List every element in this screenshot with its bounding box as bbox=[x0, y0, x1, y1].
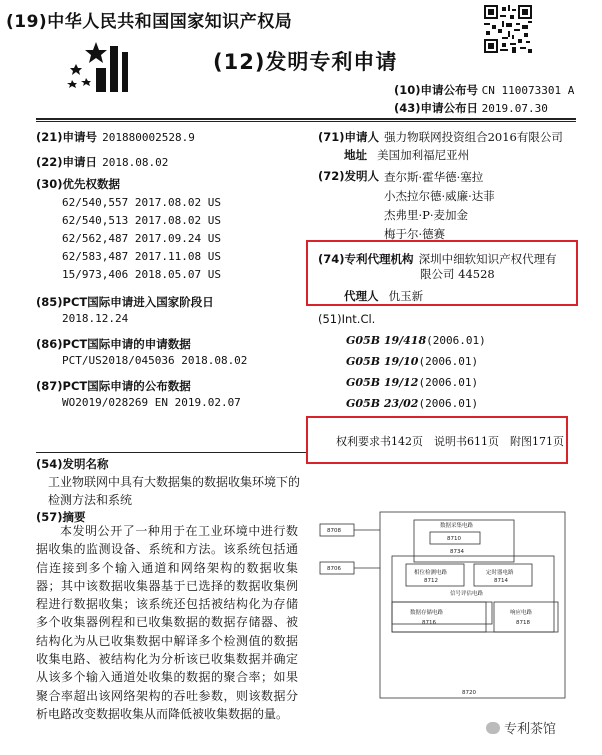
publication-date: (43)申请公布日 2019.07.30 bbox=[394, 101, 548, 115]
application-number: (21)申请号 201880002528.9 bbox=[36, 130, 195, 144]
watermark: 专利茶馆 bbox=[486, 718, 556, 737]
ref-collect: 8734 bbox=[450, 549, 464, 555]
priority-item: 62/540,557 2017.08.02 US bbox=[62, 196, 221, 209]
outer-box bbox=[380, 512, 565, 698]
inventor-name: 梅于尔·德赛 bbox=[384, 227, 446, 241]
storage-box bbox=[392, 602, 486, 632]
cnipa-logo-icon bbox=[66, 38, 132, 96]
intcl-item: G05B 19/12(2006.01) bbox=[346, 376, 479, 389]
ref-a: 8708 bbox=[327, 528, 341, 534]
priority-item: 15/973,406 2018.05.07 US bbox=[62, 268, 221, 281]
header-divider-thin bbox=[36, 121, 576, 122]
patent-agent: 代理人 仇玉新 bbox=[344, 289, 424, 303]
intcl-heading: (51)Int.Cl. bbox=[318, 312, 376, 326]
priority-heading: (30)优先权数据 bbox=[36, 177, 121, 191]
collect-label: 数据采集电路 bbox=[440, 523, 474, 529]
application-date: (22)申请日 2018.08.02 bbox=[36, 155, 169, 169]
priority-item: 62/583,487 2017.11.08 US bbox=[62, 250, 221, 263]
ref-timer: 8714 bbox=[494, 578, 508, 584]
priority-list bbox=[62, 194, 221, 284]
header-divider-thick bbox=[36, 118, 576, 120]
patent-agency-cont: 限公司 44528 bbox=[420, 267, 495, 281]
pct-entry-heading: (85)PCT国际申请进入国家阶段日 bbox=[36, 295, 214, 309]
response-label: 响应电路 bbox=[510, 610, 533, 616]
inventor-heading: (72)发明人 bbox=[318, 169, 380, 183]
page-counts: 权利要求书142页 说明书611页 附图171页 bbox=[336, 435, 564, 448]
inventor-name: 杰弗里·P·麦加金 bbox=[384, 208, 469, 222]
abstract-drawing bbox=[310, 504, 578, 704]
pct-app-heading: (86)PCT国际申请的申请数据 bbox=[36, 337, 191, 351]
ref-response: 8718 bbox=[516, 620, 530, 626]
intcl-item: G05B 19/10(2006.01) bbox=[346, 355, 479, 368]
timer-label: 定时器电路 bbox=[486, 570, 514, 576]
qr-code-icon bbox=[484, 5, 532, 53]
ref-inner: 8710 bbox=[447, 536, 461, 542]
ref-relative: 8712 bbox=[424, 578, 438, 584]
section-divider bbox=[36, 452, 306, 453]
inventor-list bbox=[384, 168, 495, 244]
invention-title: 工业物联网中具有大数据集的数据收集环境下的检测方法和系统 bbox=[48, 475, 301, 507]
applicant: (71)申请人 强力物联网投资组合2016有限公司 bbox=[318, 130, 563, 144]
ref-b: 8706 bbox=[327, 566, 341, 572]
invention-title-heading: (54)发明名称 bbox=[36, 457, 109, 471]
pct-pub-heading: (87)PCT国际申请的公布数据 bbox=[36, 379, 191, 393]
storage-label: 数据存储电路 bbox=[410, 610, 444, 616]
ref-storage: 8716 bbox=[422, 620, 436, 626]
pct-entry-date: 2018.12.24 bbox=[62, 312, 129, 325]
intcl-item: G05B 23/02(2006.01) bbox=[346, 397, 479, 410]
response-box bbox=[494, 602, 558, 632]
ref-outer: 8720 bbox=[462, 690, 476, 696]
document-type-title: (12)发明专利申请 bbox=[213, 50, 398, 74]
inventor-name: 小杰拉尔德·威廉·达菲 bbox=[384, 189, 495, 203]
pct-app-data: PCT/US2018/045036 2018.08.02 bbox=[62, 354, 248, 367]
wechat-icon bbox=[486, 722, 500, 734]
abstract-text: 本发明公开了一种用于在工业环境中进行数据收集的监测设备、系统和方法。该系统包括通信连接到多个输入通道和网络架构的数据收集器；其中该数据收集器基于已选择的数据收集例程进行数据收集；该系统还包括被结构化为存储多个收集器例程和已收集数据的数据存储器、被结构化为从已收集数据中解译多个检测值的数据收集电路、被结构化为分析该已收集数据并确定从该多个输入通道处收集的数据的聚合率；如果聚合率超出该网络架构的吞吐参数，则该数据分析电路改变数据收集从而降低被收集数据的量。 bbox=[36, 524, 298, 721]
publication-number: (10)申请公布号 CN 110073301 A bbox=[394, 83, 575, 97]
issuing-office: (19)中华人民共和国国家知识产权局 bbox=[6, 12, 293, 32]
applicant-address: 地址 美国加利福尼亚州 bbox=[344, 148, 470, 162]
priority-item: 62/540,513 2017.08.02 US bbox=[62, 214, 221, 227]
patent-agency: (74)专利代理机构 深圳中细软知识产权代理有 bbox=[318, 252, 557, 266]
signal-eval-label: 信号评估电路 bbox=[450, 591, 484, 597]
relative-label: 相位检测电路 bbox=[414, 570, 448, 576]
priority-item: 62/562,487 2017.09.24 US bbox=[62, 232, 221, 245]
abstract-heading: (57)摘要 bbox=[36, 510, 86, 524]
inventor-name: 查尔斯·霍华德·塞拉 bbox=[384, 170, 484, 184]
pct-pub-data: WO2019/028269 EN 2019.02.07 bbox=[62, 396, 241, 409]
intcl-item: G05B 19/418(2006.01) bbox=[346, 334, 486, 347]
intcl-list bbox=[346, 329, 486, 413]
